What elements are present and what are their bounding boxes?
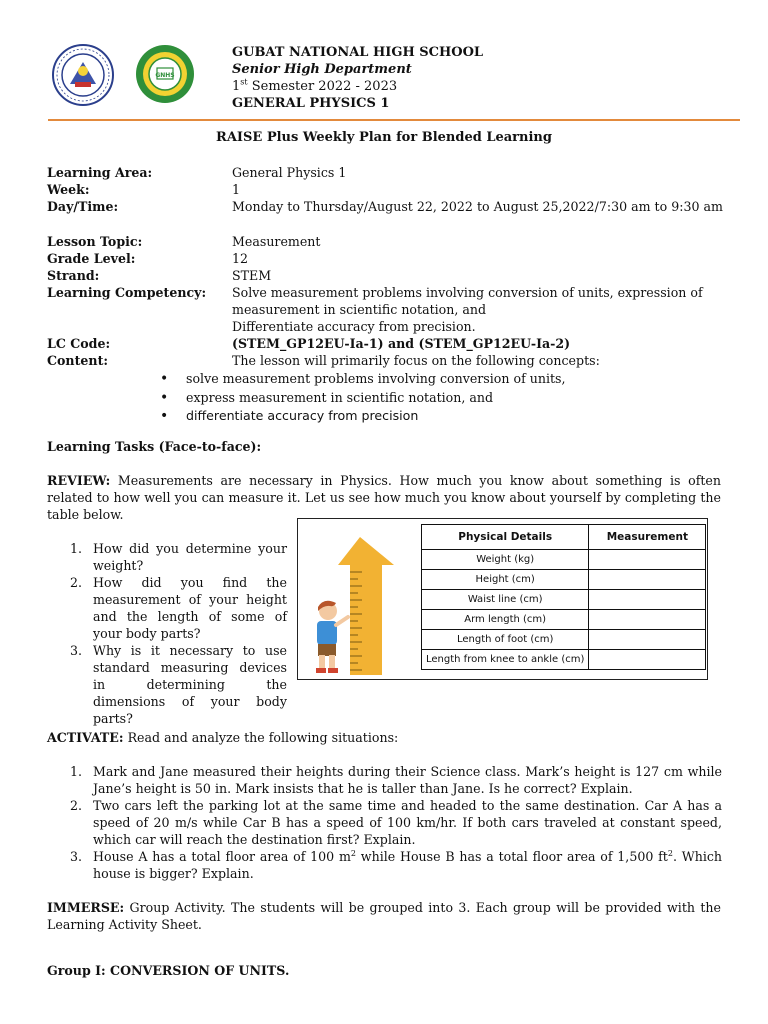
competency-value bbox=[232, 284, 732, 335]
activate-situations bbox=[70, 763, 722, 882]
activate-text: Read and analyze the following situations: bbox=[123, 730, 399, 745]
topic-value: Measurement bbox=[232, 234, 321, 249]
department-name: Senior High Department bbox=[232, 62, 412, 77]
content-value: The lesson will primarily focus on the following concepts: bbox=[232, 353, 600, 368]
plan-title: RAISE Plus Weekly Plan for Blended Learning bbox=[216, 130, 552, 145]
physical-details-table bbox=[421, 524, 706, 670]
situation-text-b: while House B has a total floor area of 1,500 ft bbox=[356, 849, 668, 864]
bullet-item: • differentiate accuracy from precision bbox=[160, 407, 566, 426]
review-question bbox=[70, 642, 287, 727]
table-cell-empty bbox=[589, 570, 706, 590]
table-cell: Height (cm) bbox=[422, 570, 589, 590]
strand-label: Strand: bbox=[47, 268, 100, 283]
table-row bbox=[422, 570, 706, 590]
review-text: Measurements are necessary in Physics. How much you know about something is often related to how well you can measure it. Let us see how much you know about yourself by completing the table below. bbox=[47, 473, 721, 522]
superscript: 2 bbox=[350, 848, 357, 858]
strand-value: STEM bbox=[232, 268, 272, 283]
table-cell-empty bbox=[589, 590, 706, 610]
superscript: 2 bbox=[667, 848, 673, 858]
competency-1: Solve measurement problems involving conversion of units, expression of measurement in scientific notation, and bbox=[232, 285, 703, 317]
question-number: 3. bbox=[70, 643, 83, 658]
question-text: Why is it necessary to use standard measuring devices in determining the dimensions of your body parts? bbox=[93, 643, 287, 726]
bullet-item: • solve measurement problems involving conversion of units, bbox=[160, 370, 566, 389]
situation-item bbox=[70, 763, 722, 797]
immerse-label: IMMERSE: bbox=[47, 900, 125, 915]
review-questions bbox=[70, 540, 287, 727]
header-divider bbox=[48, 119, 740, 121]
content-label: Content: bbox=[47, 353, 109, 368]
activate-label: ACTIVATE: bbox=[47, 730, 124, 745]
content-bullets bbox=[160, 370, 566, 426]
bullet-item: • express measurement in scientific notation, and bbox=[160, 389, 566, 408]
subject-name: GENERAL PHYSICS 1 bbox=[232, 96, 390, 111]
svg-text:GNHS: GNHS bbox=[155, 72, 175, 79]
group-one-heading: Group I: CONVERSION OF UNITS. bbox=[47, 963, 290, 978]
table-cell: Weight (kg) bbox=[422, 550, 589, 570]
situation-number: 1. bbox=[70, 764, 83, 779]
question-number: 2. bbox=[70, 575, 83, 590]
situation-item bbox=[70, 848, 722, 882]
semester-suffix: st bbox=[240, 77, 248, 87]
learning-area-value: General Physics 1 bbox=[232, 165, 347, 180]
situation-text-c: . Which house is bigger? Explain. bbox=[93, 849, 723, 881]
review-label: REVIEW: bbox=[47, 473, 111, 488]
table-cell: Length of foot (cm) bbox=[422, 630, 589, 650]
measurement-figure bbox=[297, 518, 708, 680]
semester-text: Semester 2022 - 2023 bbox=[247, 79, 398, 94]
table-cell: Waist line (cm) bbox=[422, 590, 589, 610]
situation-text: Two cars left the parking lot at the same time and headed to the same destination. Car A has a speed of 20 m/s while Car B has a speed of 100 km/hr. If both cars traveled at constant speed, which car will reach the destination first? Explain. bbox=[93, 798, 722, 847]
situation-number: 3. bbox=[70, 849, 83, 864]
competency-2: Differentiate accuracy from precision. bbox=[232, 319, 476, 334]
table-cell: Arm length (cm) bbox=[422, 610, 589, 630]
question-text: How did you find the measurement of your height and the length of some of your body parts? bbox=[93, 575, 287, 641]
semester bbox=[232, 78, 397, 95]
school-seal-logo bbox=[134, 44, 196, 104]
column-header: Physical Details bbox=[422, 525, 589, 550]
grade-label: Grade Level: bbox=[47, 251, 136, 266]
immerse-text: Group Activity. The students will be grouped into 3. Each group will be provided with the Learning Activity Sheet. bbox=[47, 900, 721, 932]
topic-label: Lesson Topic: bbox=[47, 234, 143, 249]
review-question bbox=[70, 540, 287, 574]
column-header: Measurement bbox=[589, 525, 706, 550]
semester-number: 1 bbox=[232, 79, 241, 94]
table-cell-empty bbox=[589, 650, 706, 670]
table-row bbox=[422, 550, 706, 570]
learning-tasks-heading: Learning Tasks (Face-to-face): bbox=[47, 439, 262, 454]
situation-text-a: House A has a total floor area of 100 m bbox=[93, 849, 351, 864]
table-cell-empty bbox=[589, 610, 706, 630]
review-question bbox=[70, 574, 287, 642]
height-chart-illustration bbox=[302, 527, 414, 677]
school-name: GUBAT NATIONAL HIGH SCHOOL bbox=[232, 45, 484, 60]
situation-text: Mark and Jane measured their heights during their Science class. Mark’s height is 127 cm while Jane’s height is 50 in. Mark insists that he is taller than Jane. Is he correct? Explain. bbox=[93, 764, 722, 796]
deped-seal-logo bbox=[48, 44, 118, 106]
table-row bbox=[422, 590, 706, 610]
question-text: How did you determine your weight? bbox=[93, 541, 287, 573]
lccode-label: LC Code: bbox=[47, 336, 111, 351]
daytime-value: Monday to Thursday/August 22, 2022 to August 25,2022/7:30 am to 9:30 am bbox=[232, 199, 723, 214]
question-number: 1. bbox=[70, 541, 83, 556]
table-header-row bbox=[422, 525, 706, 550]
grade-value: 12 bbox=[232, 251, 249, 266]
table-row bbox=[422, 630, 706, 650]
activate-paragraph bbox=[47, 729, 721, 746]
review-paragraph bbox=[47, 472, 721, 523]
daytime-label: Day/Time: bbox=[47, 199, 119, 214]
table-row bbox=[422, 650, 706, 670]
week-value: 1 bbox=[232, 182, 241, 197]
immerse-paragraph bbox=[47, 899, 721, 933]
lccode-value: (STEM_GP12EU-Ia-1) and (STEM_GP12EU-Ia-2) bbox=[232, 336, 571, 351]
competency-label: Learning Competency: bbox=[47, 285, 207, 300]
situation-number: 2. bbox=[70, 798, 83, 813]
table-cell: Length from knee to ankle (cm) bbox=[422, 650, 589, 670]
table-row bbox=[422, 610, 706, 630]
week-label: Week: bbox=[47, 182, 90, 197]
situation-item bbox=[70, 797, 722, 848]
learning-area-label: Learning Area: bbox=[47, 165, 153, 180]
table-cell-empty bbox=[589, 630, 706, 650]
table-cell-empty bbox=[589, 550, 706, 570]
